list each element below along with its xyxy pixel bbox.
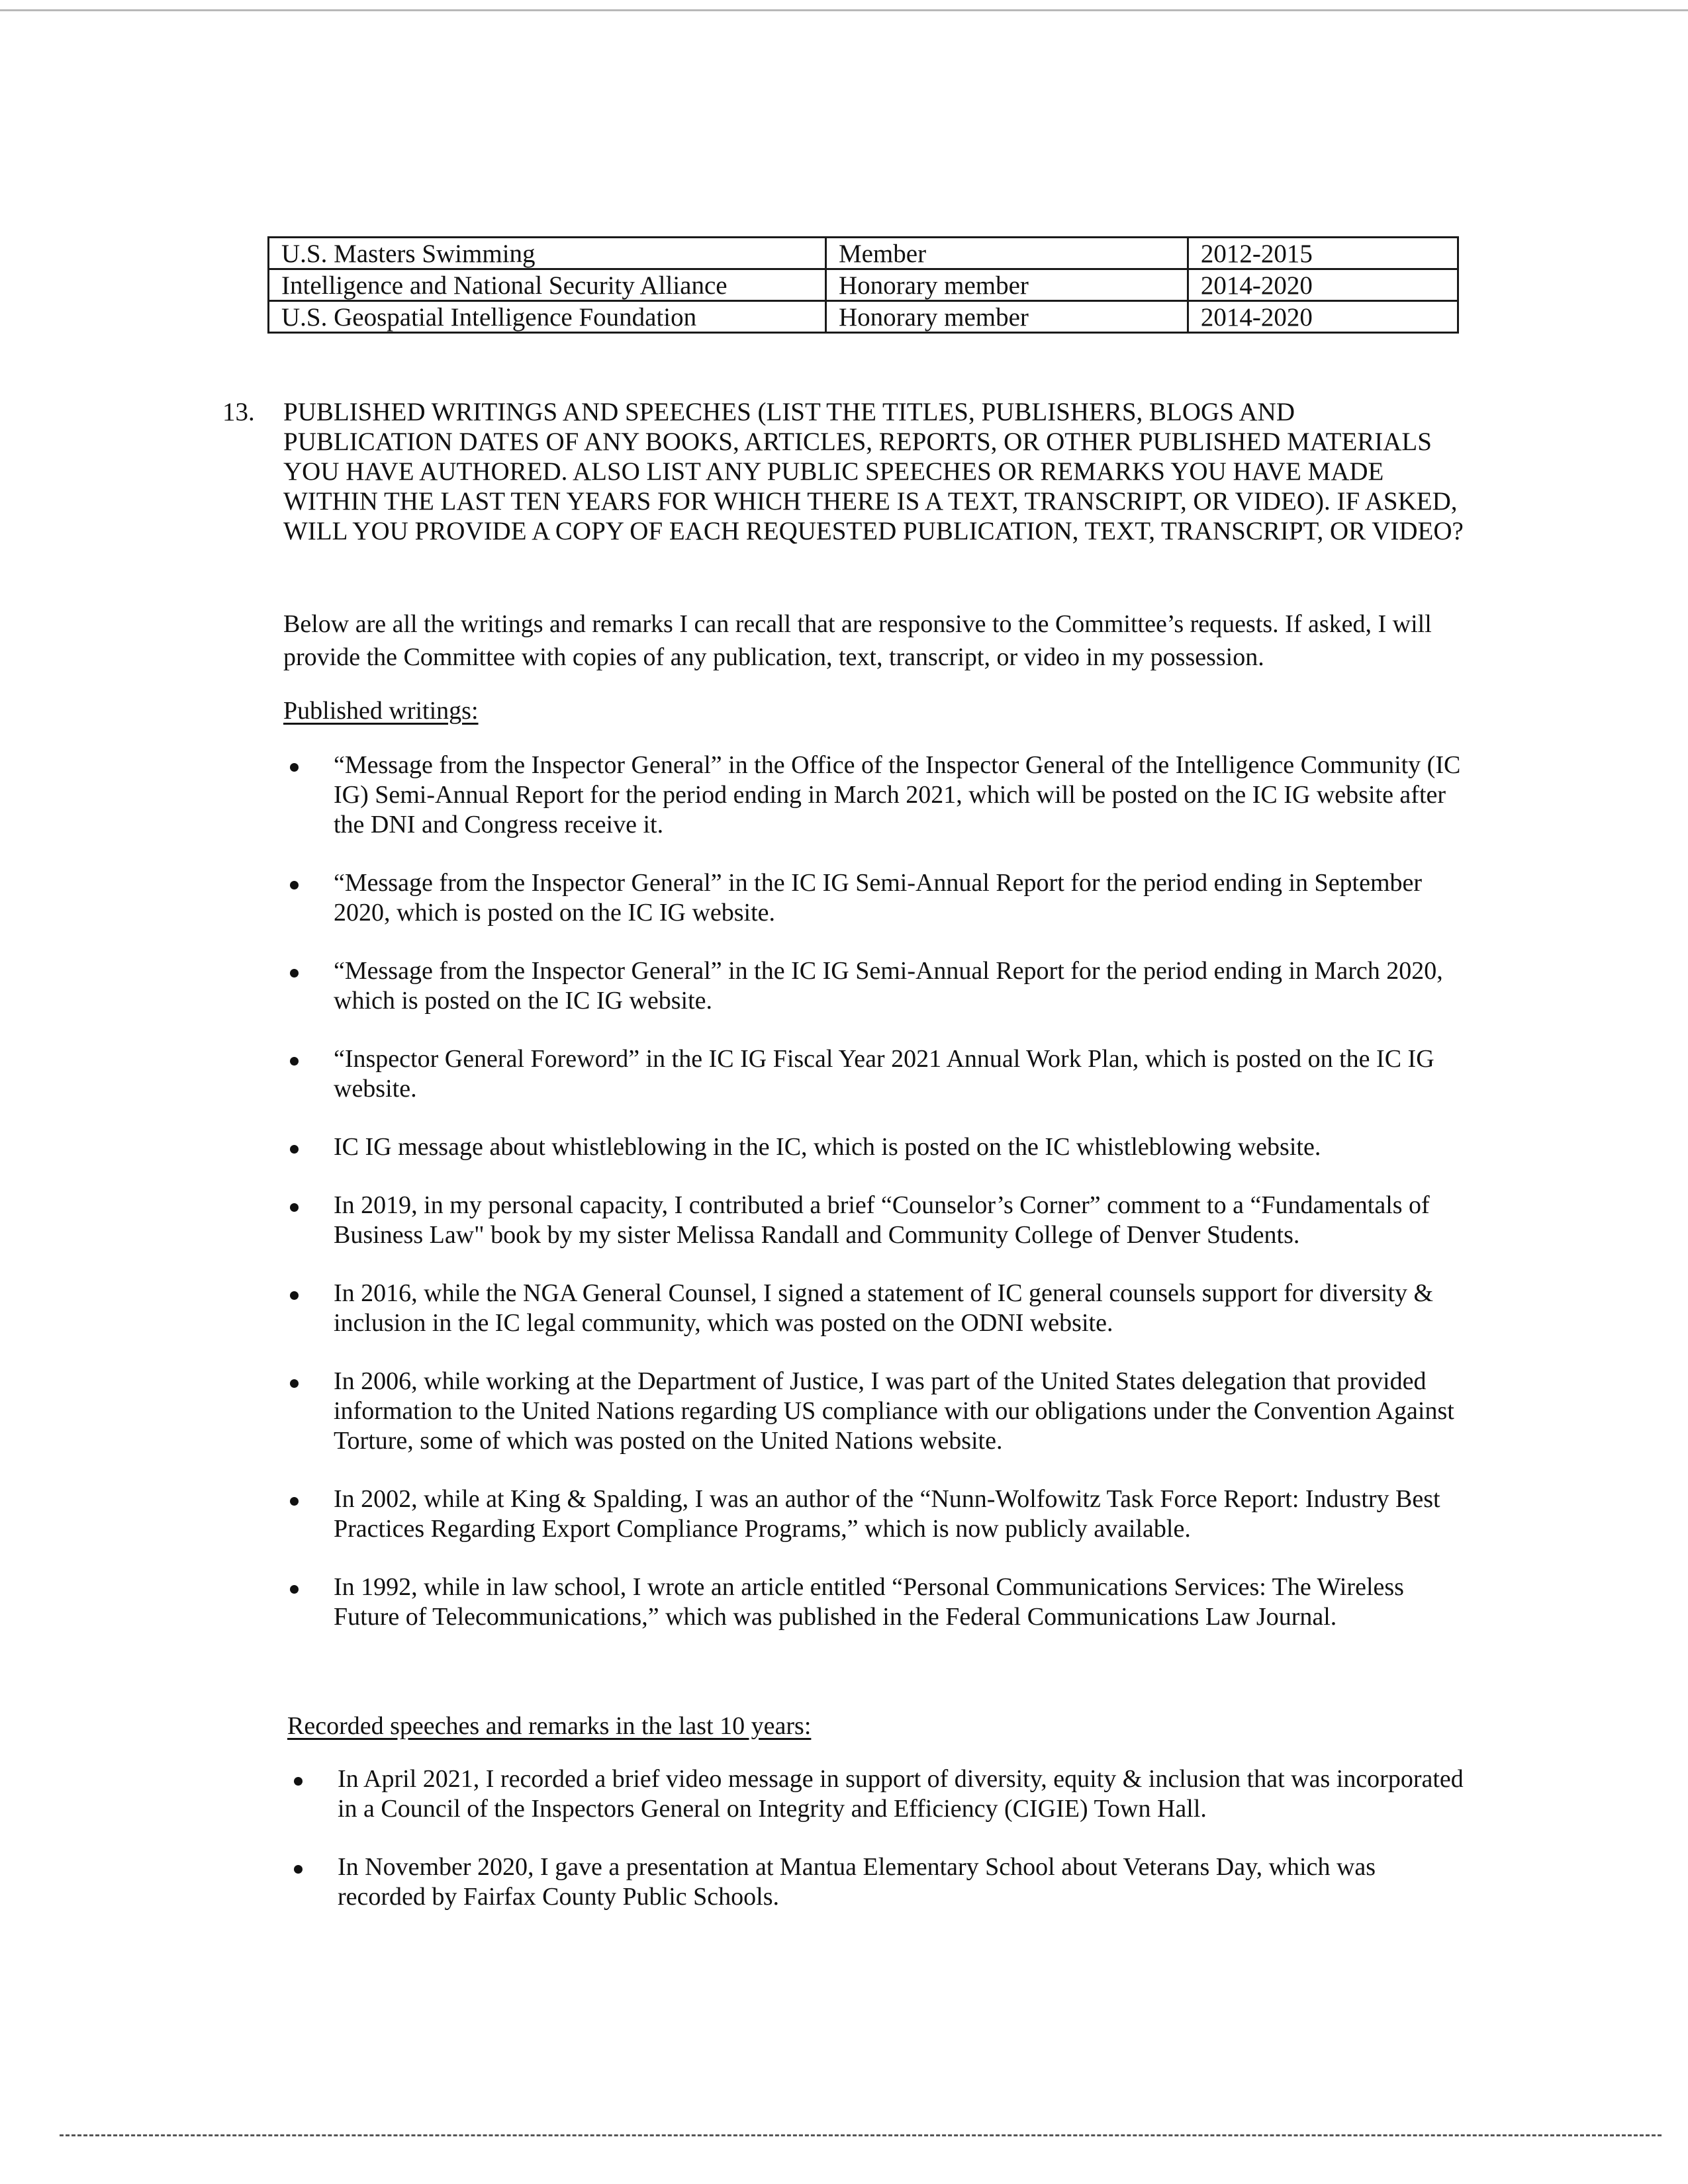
answer-intro: Below are all the writings and remarks I can recall that are responsive to the Committee’s requests. If asked, I will provide the Committee with copies of any publication, text, transcript, or video in my possession. xyxy=(283,610,1432,671)
list-item-text: In 2016, while the NGA General Counsel, I signed a statement of IC general counsels support for diversity & inclusion in the IC legal community, which was posted on the ODNI website. xyxy=(334,1279,1434,1337)
table-row xyxy=(269,301,1458,333)
years-cell: 2012-2015 xyxy=(1188,238,1458,269)
bullet-icon xyxy=(290,763,299,772)
list-item-text: “Message from the Inspector General” in the IC IG Semi-Annual Report for the period ending in March 2020, which is posted on the IC IG website. xyxy=(334,957,1443,1015)
list-item xyxy=(287,1764,1468,1824)
list-item-text: In 1992, while in law school, I wrote an article entitled “Personal Communications Services: The Wireless Future of Telecommunications,” which was published in the Federal Communications Law Journal. xyxy=(334,1573,1404,1631)
list-item xyxy=(283,1367,1468,1456)
bullet-icon xyxy=(290,1585,299,1594)
list-item xyxy=(283,868,1468,928)
table-row xyxy=(269,238,1458,269)
role-cell: Honorary member xyxy=(825,301,1188,333)
question-number: 13. xyxy=(222,398,255,426)
list-item xyxy=(283,956,1468,1016)
years-cell: 2014-2020 xyxy=(1188,301,1458,333)
bullet-icon xyxy=(290,1497,299,1506)
list-item-text: In November 2020, I gave a presentation at Mantua Elementary School about Veterans Day, which was recorded by Fairfax County Public Schools. xyxy=(338,1853,1376,1911)
bullet-icon xyxy=(290,1145,299,1154)
list-item-text: “Message from the Inspector General” in the IC IG Semi-Annual Report for the period ending in September 2020, which is posted on the IC IG website. xyxy=(334,869,1423,927)
question-text: PUBLISHED WRITINGS AND SPEECHES (LIST THE TITLES, PUBLISHERS, BLOGS AND PUBLICATION DATES OF ANY BOOKS, ARTICLES, REPORTS, OR OTHER PUBLISHED MATERIALS YOU HAVE AUTHORED. ALSO LIST ANY PUBLIC SPEECHES OR REMARKS YOU HAVE MADE WITHIN THE LAST TEN YEARS FOR WHICH THERE IS A TEXT, TRANSCRIPT, OR VIDEO). IF ASKED, WILL YOU PROVIDE A COPY OF EACH REQUESTED PUBLICATION, TEXT, TRANSCRIPT, OR VIDEO? xyxy=(283,398,1464,545)
bullet-icon xyxy=(290,1203,299,1212)
published-writings-list xyxy=(283,751,1468,1632)
scan-edge-bottom xyxy=(60,2134,1662,2136)
role-cell: Honorary member xyxy=(825,269,1188,301)
bullet-icon xyxy=(290,1057,299,1066)
membership-table xyxy=(267,236,1459,334)
bullet-icon xyxy=(290,881,299,889)
list-item xyxy=(283,1279,1468,1338)
bullet-icon xyxy=(290,1379,299,1388)
list-item-text: “Message from the Inspector General” in the Office of the Inspector General of the Intelligence Community (IC IG) Semi-Annual Report for the period ending in March 2021, which will be posted on the IC IG website after the DNI and Congress receive it. xyxy=(334,751,1461,839)
recorded-speeches-list xyxy=(287,1764,1468,1912)
bullet-icon xyxy=(294,1777,303,1786)
scan-edge-top xyxy=(0,9,1688,11)
list-item-text: In April 2021, I recorded a brief video message in support of diversity, equity & inclusion that was incorporated in a Council of the Inspectors General on Integrity and Efficiency (CIGIE) Town Hall. xyxy=(338,1765,1464,1823)
list-item xyxy=(283,1572,1468,1632)
published-writings-heading: Published writings: xyxy=(283,697,479,725)
recorded-speeches-heading: Recorded speeches and remarks in the last 10 years: xyxy=(287,1712,812,1740)
organization-cell: U.S. Geospatial Intelligence Foundation xyxy=(269,301,826,333)
list-item xyxy=(283,1191,1468,1250)
table-row xyxy=(269,269,1458,301)
organization-cell: U.S. Masters Swimming xyxy=(269,238,826,269)
question-13 xyxy=(222,397,1467,546)
organization-cell: Intelligence and National Security Alliance xyxy=(269,269,826,301)
list-item-text: In 2019, in my personal capacity, I contributed a brief “Counselor’s Corner” comment to a “Fundamentals of Business Law" book by my sister Melissa Randall and Community College of Denver Students. xyxy=(334,1191,1430,1249)
list-item-text: “Inspector General Foreword” in the IC IG Fiscal Year 2021 Annual Work Plan, which is posted on the IC IG website. xyxy=(334,1045,1434,1103)
list-item-text: IC IG message about whistleblowing in the IC, which is posted on the IC whistleblowing website. xyxy=(334,1133,1321,1161)
list-item-text: In 2002, while at King & Spalding, I was an author of the “Nunn-Wolfowitz Task Force Report: Industry Best Practices Regarding Export Compliance Programs,” which is now publicly available. xyxy=(334,1485,1440,1543)
bullet-icon xyxy=(290,969,299,978)
years-cell: 2014-2020 xyxy=(1188,269,1458,301)
list-item xyxy=(283,1132,1468,1162)
list-item-text: In 2006, while working at the Department of Justice, I was part of the United States delegation that provided information to the United Nations regarding US compliance with our obligations under the Convention Against Torture, some of which was posted on the United Nations website. xyxy=(334,1367,1454,1455)
list-item xyxy=(283,751,1468,840)
list-item xyxy=(283,1484,1468,1544)
bullet-icon xyxy=(294,1865,303,1874)
list-item xyxy=(283,1044,1468,1104)
role-cell: Member xyxy=(825,238,1188,269)
list-item xyxy=(287,1852,1468,1912)
bullet-icon xyxy=(290,1291,299,1300)
